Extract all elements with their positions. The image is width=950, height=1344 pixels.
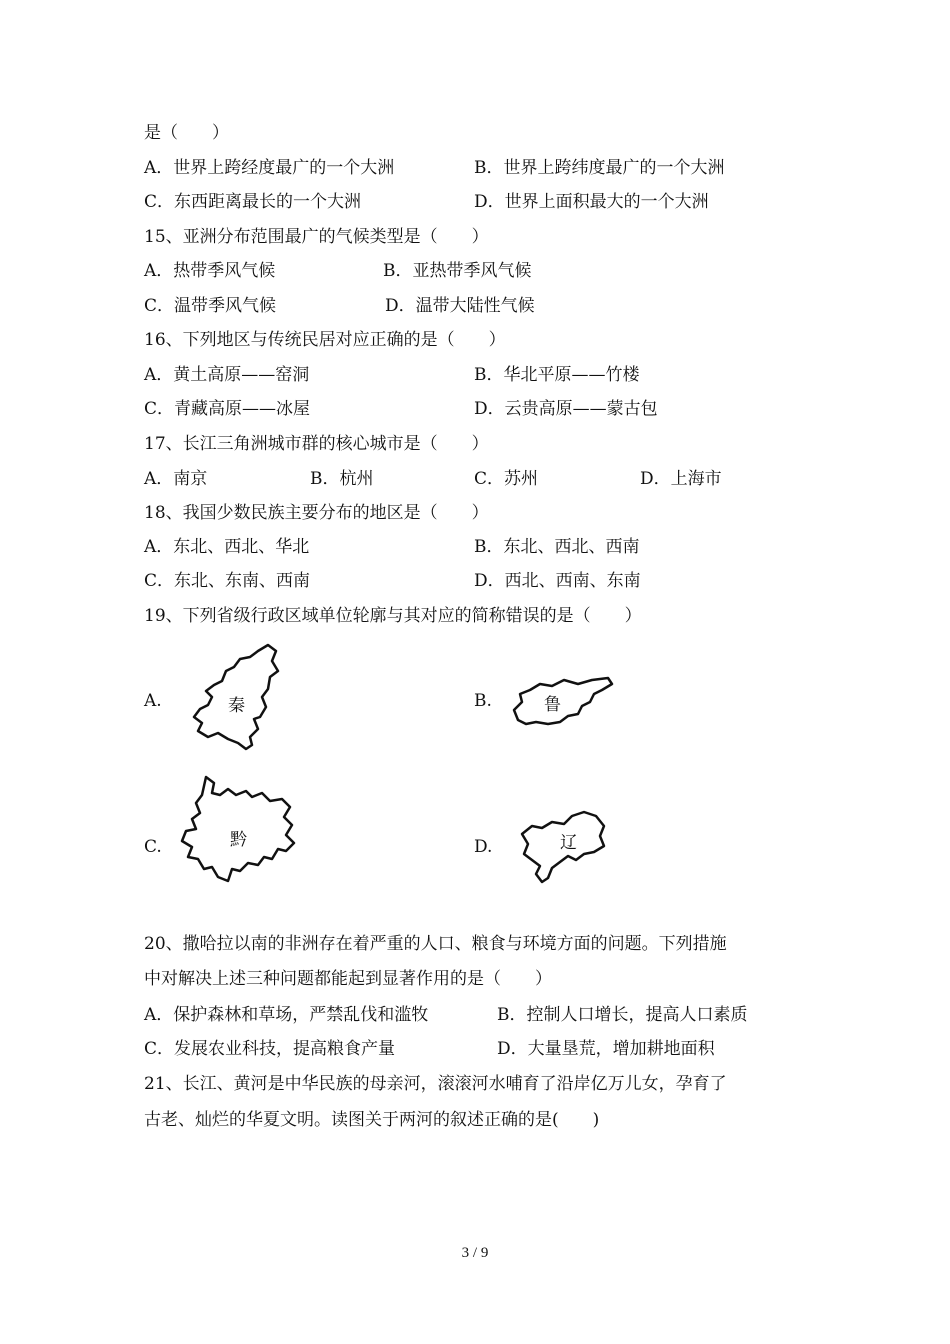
map-c-label: 黔 — [230, 830, 247, 850]
q17-option-a: A．南京 — [144, 469, 208, 489]
q16-option-a: A．黄土高原——窑洞 — [144, 365, 310, 385]
q20-stem-line2: 中对解决上述三种问题都能起到显著作用的是（ ） — [144, 969, 552, 989]
q16-option-c: C．青藏高原——冰屋 — [144, 399, 311, 419]
q15-stem: 15、亚洲分布范围最广的气候类型是（ ） — [144, 227, 489, 247]
map-b-label: 鲁 — [544, 695, 561, 715]
map-d-label: 辽 — [560, 833, 577, 853]
q14-option-b: B．世界上跨纬度最广的一个大洲 — [474, 158, 725, 178]
q17-option-b: B．杭州 — [310, 469, 374, 489]
q15-option-d: D．温带大陆性气候 — [385, 296, 535, 316]
q19-option-b: B. — [474, 691, 492, 711]
q16-stem: 16、下列地区与传统民居对应正确的是（ ） — [144, 330, 506, 350]
q15-option-a: A．热带季风气候 — [144, 261, 276, 281]
liaoning-outline-map — [514, 804, 614, 889]
q14-option-d: D．世界上面积最大的一个大洲 — [474, 192, 709, 212]
page-number: 3 / 9 — [461, 1245, 489, 1261]
q21-stem-line1: 21、长江、黄河是中华民族的母亲河，滚滚河水哺育了沿岸亿万儿女，孕育了 — [144, 1074, 727, 1094]
q14-option-a: A．世界上跨经度最广的一个大洲 — [144, 158, 395, 178]
q17-option-d: D．上海市 — [640, 469, 722, 489]
q15-option-c: C．温带季风气候 — [144, 296, 277, 316]
q20-option-d: D．大量垦荒，增加耕地面积 — [497, 1039, 715, 1059]
q18-option-d: D．西北、西南、东南 — [474, 571, 641, 591]
q19-option-d: D. — [474, 837, 493, 857]
q19-option-a: A. — [144, 691, 162, 711]
q18-option-c: C．东北、东南、西南 — [144, 571, 311, 591]
q14-option-c: C．东西距离最长的一个大洲 — [144, 192, 362, 212]
q14-stem-tail: 是（ ） — [144, 123, 229, 143]
q18-option-a: A．东北、西北、华北 — [144, 537, 310, 557]
q20-option-a: A．保护森林和草场，严禁乱伐和滥牧 — [144, 1005, 429, 1025]
shandong-outline-map — [508, 672, 618, 732]
q17-stem: 17、长江三角洲城市群的核心城市是（ ） — [144, 434, 489, 454]
q21-stem-line2: 古老、灿烂的华夏文明。读图关于两河的叙述正确的是( ) — [144, 1110, 600, 1130]
map-a-label: 秦 — [228, 696, 245, 716]
q20-option-b: B．控制人口增长，提高人口素质 — [497, 1005, 748, 1025]
q20-stem-line1: 20、撒哈拉以南的非洲存在着严重的人口、粮食与环境方面的问题。下列措施 — [144, 934, 727, 954]
q18-option-b: B．东北、西北、西南 — [474, 537, 640, 557]
shaanxi-outline-map — [188, 641, 288, 751]
q15-option-b: B．亚热带季风气候 — [383, 261, 532, 281]
q16-option-b: B．华北平原——竹楼 — [474, 365, 640, 385]
q17-option-c: C．苏州 — [474, 469, 539, 489]
q16-option-d: D．云贵高原——蒙古包 — [474, 399, 658, 419]
q19-stem: 19、下列省级行政区域单位轮廓与其对应的简称错误的是（ ） — [144, 606, 642, 626]
q18-stem: 18、我国少数民族主要分布的地区是（ ） — [144, 503, 489, 523]
q20-option-c: C．发展农业科技，提高粮食产量 — [144, 1039, 396, 1059]
q19-option-c: C. — [144, 837, 162, 857]
guizhou-outline-map — [174, 773, 304, 888]
